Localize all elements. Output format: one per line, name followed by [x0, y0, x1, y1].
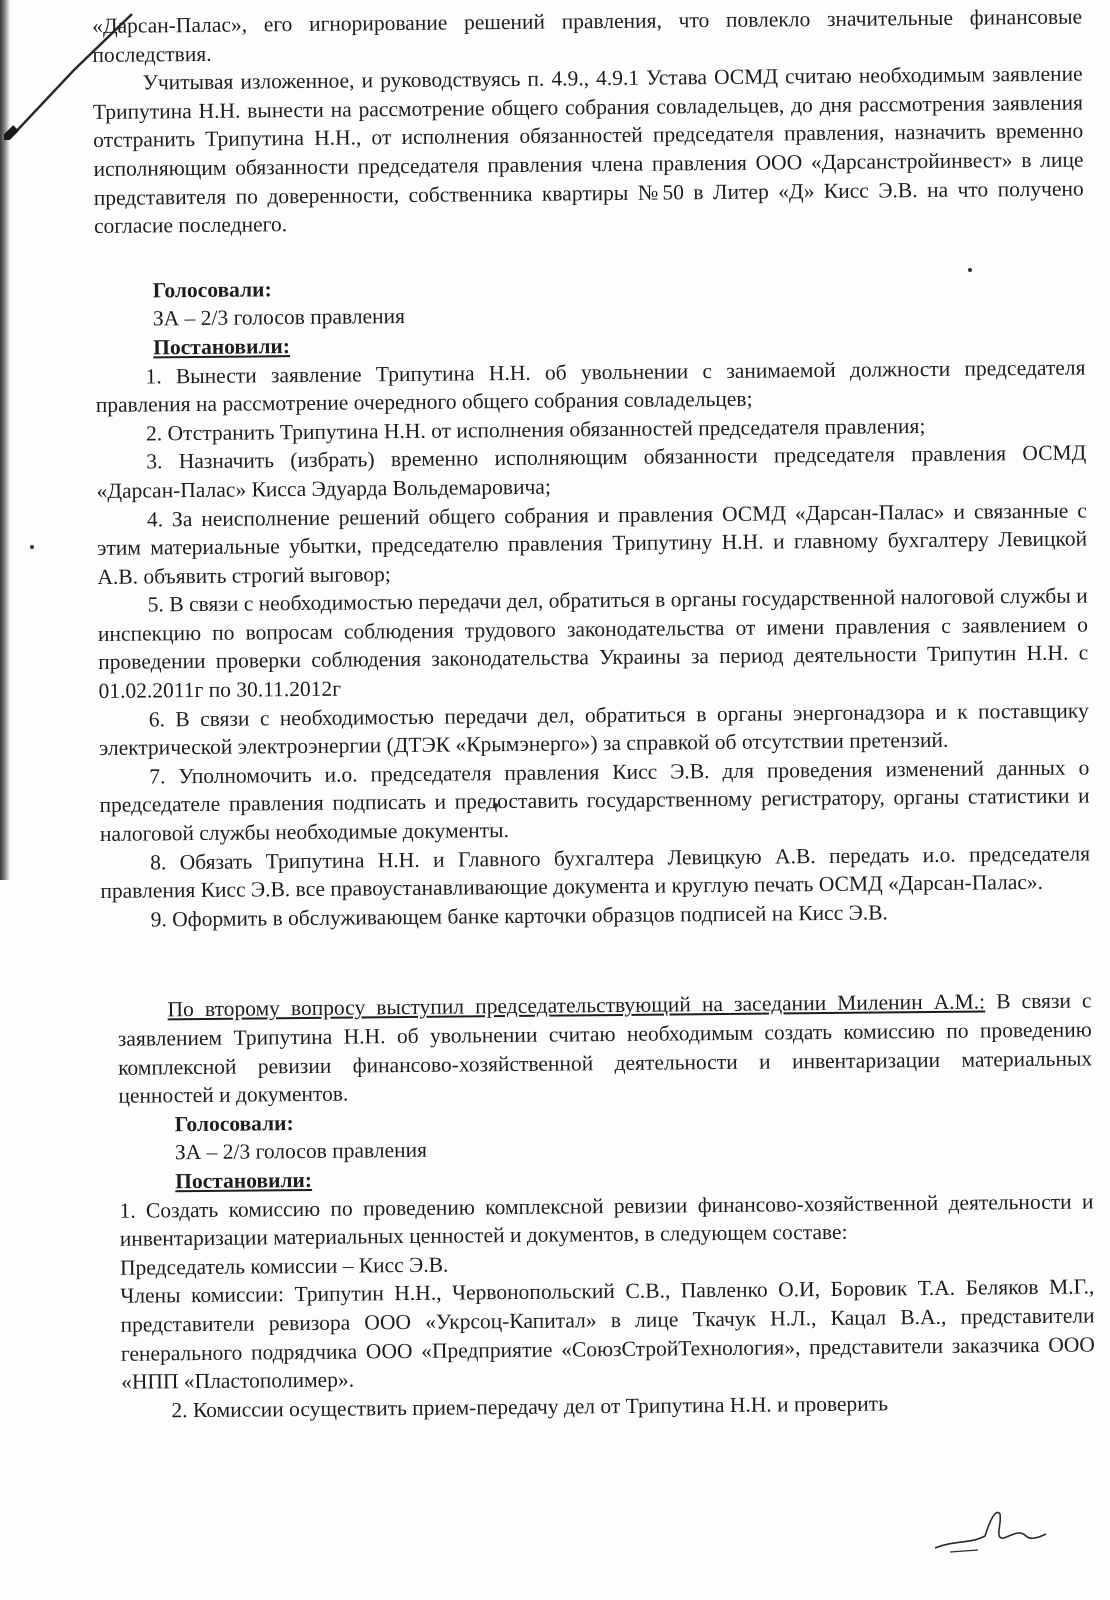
considering-paragraph: Учитывая изложенное, и руководствуясь п. 4.9., 4.9.1 Устава ОСМД считаю необходимым заявление Трипутина Н.Н. вынести на рассмотрение общего собрания совладельцев, до дня рассмотрения заявления отстранить Трипутина Н.Н., от исполнения обязанностей председателя правления, назначить временно исполняющим обязанности председателя правления члена правления ООО «Дарсанстройинвест» в лице представителя по доверенности, собственника квартиры №50 в Литер «Д» Кисс Э.В. на что получено согласие последнего. [92, 61, 1084, 239]
commission-members: Члены комиссии: Трипутин Н.Н., Червонопольский С.В., Павленко О.И, Боровик Т.А. Беляков М.Г., представители ревизора ООО «Укрсоц-Капитал» в лице Ткачук Н.Л., Кацал В.А., представители генерального подрядчика ООО «Предприятие «СоюзСтройТехнология», представители заказчика ООО «НПП «Пластополимер». [120, 1274, 1095, 1394]
decision-item: 2. Отстранить Трипутина Н.Н. от исполнения обязанностей председателя правления; [145, 413, 926, 446]
vote-result: ЗА – 2/3 голосов правления [174, 1138, 428, 1165]
voted-heading: Голосовали: [174, 1110, 294, 1137]
decision-item: 1. Создать комиссию по проведению комплексной ревизии финансово-хозяйственной деятельности и инвентаризации материальных ценностей и документов, в следующем составе: [119, 1189, 1094, 1251]
decision-item: 7. Уполномочить и.о. председателя правления Кисс Э.В. для проведения изменений данных о председателе правления подписать и предоставить государственному регистратору, органы статистики и налоговой службы необходимые документы. [99, 755, 1090, 846]
second-question-paragraph [117, 987, 1092, 1111]
second-vote-block [119, 1101, 1094, 1196]
scan-speck [30, 545, 34, 549]
voted-heading: Голосовали: [152, 277, 272, 303]
vote-result: ЗА – 2/3 голосов правления [152, 304, 406, 331]
commission-chairman: Председатель комиссии – Кисс Э.В. [119, 1252, 449, 1280]
decided-heading: Постановили: [175, 1167, 313, 1194]
decision-item: 9. Оформить в обслуживающем банке карточки образцов подписей на Кисс Э.В. [150, 900, 888, 932]
first-decisions-list [95, 353, 1090, 934]
intro-paragraph: «Дарсан-Палас», его игнорирование решений правления, что повлекло значительные финансовые последствия. [92, 4, 1083, 67]
decision-item: 1. Вынести заявление Трипутина Н.Н. об увольнении с занимаемой должности председателя правления на рассмотрение очередного общего собрания совладельцев; [95, 355, 1086, 418]
decision-item: 2. Комиссии осуществить прием-передачу дел от Трипутина Н.Н. и проверить [171, 1391, 889, 1423]
first-vote-block [95, 267, 1086, 362]
handwritten-signature [930, 1500, 1050, 1560]
second-question-block [101, 987, 1095, 1425]
decision-item: 4. За неисполнение решений общего собрания и правления ОСМД «Дарсан-Палас» и связанные с этим материальные убытки, председателю правления Трипутину Н.Н. и главному бухгалтеру Левицкой А.В. объявить строгий выговор; [97, 497, 1088, 589]
decision-item: 3. Назначить (избрать) временно исполняющим обязанности председателя правления ОСМД «Дарсан-Палас» Кисса Эдуарда Вольдемаровича; [96, 440, 1087, 503]
spacer [101, 925, 1092, 997]
decision-item: 5. В связи с необходимостью передачи дел, обратиться в органы государственной налоговой службы и инспекцию по вопросам соблюдения трудового законодательства от имени правления с заявлением о проведении проверки соблюдения законодательства Украины за период деятельности Трипутин Н.Н. с 01.02.2011г по 30.11.2012г [97, 583, 1089, 704]
decision-item: 8. Обязать Трипутина Н.Н. и Главного бухгалтера Левицкую А.В. передать и.о. председателя правления Кисс Э.В. все правоустанавливающие документа и круглую печать ОСМД «Дарсан-Палас». [100, 841, 1091, 904]
decided-heading: Постановили: [153, 334, 291, 360]
speaker-statement: В связи с заявлением Трипутина Н.Н. об увольнении считаю необходимым создать комиссию по проведению комплексной ревизии финансово-хозяйственной деятельности и инвентаризации материальных ценностей и документов. [117, 988, 1093, 1108]
document-body [92, 2, 1096, 1425]
decision-item: 6. В связи с необходимостью передачи дел, обратиться в органы энергонадзора и к поставщику электрической электроэнергии (ДТЭК «Крымэнерго») за справкой об отсутствии претензий. [98, 698, 1089, 761]
speaker-underlined: По второму вопросу выступил председательствующий на заседании Миленин А.М.: [167, 989, 986, 1022]
